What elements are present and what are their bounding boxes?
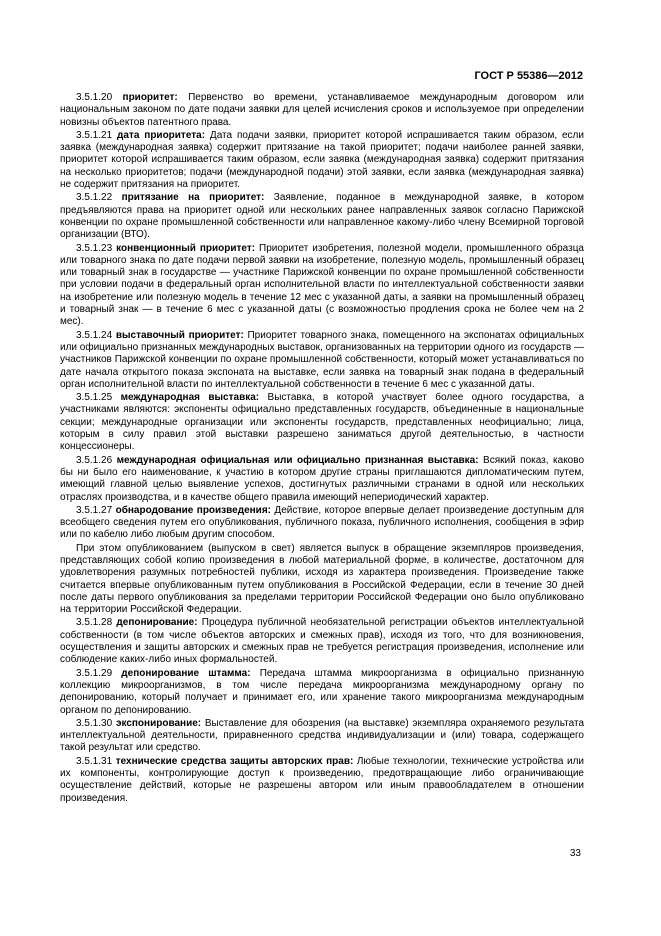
definition-paragraph [60, 668, 584, 717]
clause-number: 3.5.1.28 [76, 617, 113, 629]
definition-paragraph [60, 92, 584, 129]
clause-number: 3.5.1.26 [76, 454, 113, 466]
paragraph-text: При этом опубликованием (выпуском в свет) является выпуск в обращение экземпляров произведения, представляющих собой копию произведения в любой материальной форме, в количестве, достаточном для удовлетворения разумных потребностей публики, исходя из характера произведения. Произведение также считается впервые опубликованным путем опубликования в Российской Федерации, если в течение 30 дней после даты первого опубликования за пределами территории Российской Федерации оно было опубликовано на территории Российской Федерации. [60, 542, 584, 616]
definition-text: Выставка, в которой участвует более одного государства, а участниками являются: экспоненты официально представленных государств, объединенные в национальные секции; международные организации или экспоненты государств, представленных неофициально; лица, которым в силу правил этой выставки разрешено заниматься другой деятельностью, в частности концессионеры. [60, 392, 585, 453]
definition-text: Действие, которое впервые делает произведение доступным для всеобщего сведения путем его опубликования, публичного показа, публичного исполнения, сообщения в эфир или по кабелю либо любым другим способом. [60, 504, 584, 541]
term: экспонирование: [115, 717, 202, 729]
clause-number: 3.5.1.27 [76, 504, 113, 516]
clause-number: 3.5.1.30 [76, 717, 113, 729]
clause-number: 3.5.1.23 [76, 242, 113, 254]
definition-text: Любые технологии, технические устройства или их компоненты, контролирующие доступ к произведению, предотвращающие либо ограничивающие осуществление действий, которые не разрешены автором или иным правообладателем в отношении произведения. [60, 755, 584, 804]
definition-text: Приоритет товарного знака, помещенного на экспонатах официальных или официально признанных международных выставок, организованных на территории одного из государств — участников Парижской конвенции по охране промышленной собственности, который может устанавливаться по дате начала открытого показа экспоната на выставке, если заявка на товарный знак подана в федеральный орган исполнительной власти по интеллектуальной собственности в течение 6 мес с указанной даты. [60, 329, 585, 390]
definition-paragraph [60, 617, 584, 666]
definition-text: Дата подачи заявки, приоритет которой испрашивается таким образом, если заявка (международная заявка) содержит притязание на такой приоритет; подачи наиболее ранней заявки, приоритет которой испрашивается таким образом, если заявка (международная заявка) содержит притязания на несколько приоритетов; подачи (международной подачи) этой заявки, если заявка (международная заявка) не содержит притязания на приоритет. [60, 129, 584, 191]
definition-text: Передача штамма микроорганизма в официально признанную коллекцию микроорганизмов, в том числе передача микроорганизма международному органу по депонированию, который получает и принимает его, или хранение такого микроорганизма международным органом по депонированию. [60, 667, 585, 716]
term: обнародование произведения: [115, 504, 271, 516]
document-body [60, 92, 584, 806]
term: выставочный приоритет: [115, 329, 244, 341]
definition-paragraph [60, 756, 584, 805]
term: депонирование: [116, 617, 198, 629]
definition-text: Выставление для обозрения (на выставке) экземпляра охраняемого результата интеллектуальной деятельности, приравненного средства индивидуализации и (или) товара, содержащего такой результат или средство. [60, 717, 585, 754]
document-code: ГОСТ Р 55386—2012 [474, 70, 583, 82]
definition-paragraph [60, 505, 584, 542]
clause-number: 3.5.1.31 [76, 755, 113, 767]
term: международная официальная или официально признанная выставка: [116, 454, 479, 466]
clause-number: 3.5.1.20 [76, 92, 113, 103]
definition-text: Первенство во времени, устанавливаемое международным договором или национальным законом по дате подачи заявки для целей исчисления сроков и используемое при определении новизны объектов патентного права. [60, 92, 585, 128]
clause-number: 3.5.1.21 [76, 129, 113, 141]
definition-text: Приоритет изобретения, полезной модели, промышленного образца или товарного знака по дате подачи первой заявки на изобретение, полезную модель, промышленный образец или товарный знак в государстве — участнике Парижской конвенции по охране промышленной собственности при условии подачи в федеральный орган исполнительной власти по интеллектуальной собственности заявки на изобретение или полезную модель в течение 12 мес с указанной даты, а заявки на промышленный образец и товарный знак — в течение 6 мес с указанной даты (с возможностью продления срока не более чем на 2 мес). [60, 242, 584, 328]
definition-paragraph [60, 243, 584, 329]
term: технические средства защиты авторских прав: [115, 755, 354, 767]
clause-number: 3.5.1.22 [76, 192, 113, 204]
term: приоритет: [122, 92, 178, 103]
clause-number: 3.5.1.24 [76, 329, 113, 341]
continuation-paragraph [60, 543, 584, 617]
clause-number: 3.5.1.25 [76, 392, 113, 404]
definition-paragraph [60, 718, 584, 755]
definition-text: Процедура публичной необязательной регистрации объектов интеллектуальной собственности (в том числе объектов авторских и смежных прав), исходя из того, что для возникновения, осуществления и защиты авторских и смежных прав не требуется регистрация произведения, исполнение или соблюдение каких-либо иных формальностей. [60, 617, 585, 666]
term: международная выставка: [120, 392, 260, 404]
definition-paragraph [60, 330, 584, 391]
definition-text: Всякий показ, каково бы ни было его наименование, к участию в котором другие страны приглашаются дипломатическим путем, имеющий главной целью выявление успехов, достигнутых различными странами в одной или нескольких отраслях производства, и в качестве общего правила имеющий непериодический характер. [60, 454, 584, 503]
term: депонирование штамма: [121, 667, 251, 679]
definition-paragraph [60, 192, 584, 241]
definition-text: Заявление, поданное в международной заявке, в котором предъявляются права на приоритет одной или нескольких ранее направленных заявок согласно Парижской конвенции по охране промышленной собственности или направленное какому-либо члену Всемирной торговой организации (ВТО). [60, 192, 584, 241]
definition-paragraph [60, 392, 584, 453]
page-number: 33 [569, 848, 581, 859]
definition-paragraph [60, 130, 584, 191]
term: конвенционный приоритет: [116, 242, 256, 254]
term: притязание на приоритет: [121, 192, 265, 204]
clause-number: 3.5.1.29 [76, 667, 113, 679]
term: дата приоритета: [117, 129, 206, 141]
definition-paragraph [60, 455, 584, 504]
